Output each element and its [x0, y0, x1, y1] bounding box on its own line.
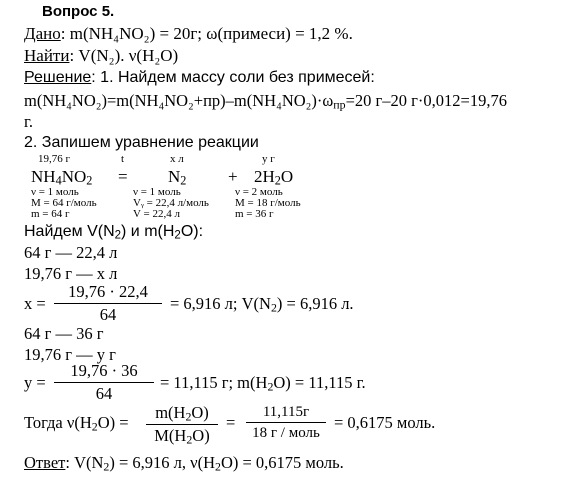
reaction-plus: + — [228, 167, 238, 186]
nu-fraction-formula — [146, 403, 218, 447]
nitrogen-molar-volume: Vᵧ = 22,4 л/моль — [133, 197, 209, 209]
solution-text: : 1. Найдем массу соли без примесей: — [91, 69, 375, 86]
nu-numerator: $m(H_2O)$ — [155, 403, 209, 424]
x-lhs: x = — [24, 294, 46, 313]
given-label: Дано — [24, 24, 61, 43]
reactant-formula: $NH_4NO_2$ — [31, 167, 93, 188]
answer-line — [24, 455, 344, 472]
reactant-nu: ν = 1 моль — [31, 186, 79, 198]
nitrogen-volume: V = 22,4 л — [133, 208, 180, 220]
water-params — [235, 187, 301, 220]
solution-label: Решение — [24, 69, 92, 86]
reactant-molar-mass: M = 64 г/моль — [31, 197, 97, 209]
water-mass: m = 36 г — [235, 208, 274, 220]
reactant-params — [31, 187, 97, 220]
nu-denominator: $M(H_2O)$ — [154, 425, 210, 447]
solution-line — [24, 70, 375, 86]
y-fraction — [54, 363, 154, 402]
mass-calculation-continued: г. — [24, 112, 34, 131]
nu-value-numerator: 11,115г — [262, 404, 310, 420]
answer-text: : $V(N_2) = 6,916$ л, $\nu(H_2O) = 0,6175$ моль. — [65, 453, 344, 474]
reaction-water-above: y г — [262, 153, 275, 165]
x-fraction — [54, 284, 162, 323]
nu-equals: = — [226, 413, 236, 432]
x-denominator: 64 — [99, 304, 117, 324]
y-result: = 11,115 г; $m(H_2O) = 11,115$ г. — [160, 373, 366, 394]
y-numerator: 19,76 · 36 — [70, 361, 138, 380]
reactant-mass: m = 64 г — [31, 208, 70, 220]
nu-value-bar — [246, 422, 326, 423]
x-fraction-bar — [54, 303, 162, 304]
x-numerator: 19,76 · 22,4 — [68, 282, 148, 301]
find-label: Найти — [24, 46, 70, 65]
product-nitrogen: $N_2$ — [168, 167, 187, 188]
find-line — [24, 47, 178, 64]
given-text: : m(NH₄NO₂) = 20г; ω(примеси) = 1,2 %. — [60, 24, 353, 43]
nu-lhs: Тогда $\nu(H_2O)$ = — [24, 413, 129, 434]
proportion1-line2: 19,76 г — x л — [24, 264, 118, 283]
impurity-subscript: пр — [333, 97, 346, 112]
nitrogen-nu: ν = 1 моль — [133, 186, 181, 198]
nu-fraction-values — [246, 405, 326, 441]
water-molar-mass: M = 18 г/моль — [235, 197, 301, 209]
reaction-equals: = — [118, 167, 128, 186]
nu-fraction-bar — [146, 424, 218, 425]
product-water: $2H_2O$ — [254, 167, 294, 188]
mass-calculation — [24, 93, 507, 110]
proportion2-line1: 64 г — 36 г — [24, 324, 104, 343]
reaction-volume-above: x л — [170, 153, 184, 165]
mass-result: =20 г–20 г·0,012=19,76 — [345, 91, 507, 110]
nitrogen-params — [133, 187, 209, 220]
reaction-mass-above: 19,76 г — [38, 153, 71, 165]
mass-expression: m(NH₄NO₂)=m(NH₄NO₂+пр)–m(NH₄NO₂)·ω — [24, 91, 334, 110]
x-result: = 6,916 л; $V(N_2) = 6,916$ л. — [170, 294, 354, 315]
find-values-line: Найдем $V(N_2)$ и $m(H_2O)$: — [24, 223, 204, 242]
answer-label: Ответ — [24, 453, 66, 472]
question-title: Вопрос 5. — [42, 3, 115, 20]
proportion1-line1: 64 г — 22,4 л — [24, 243, 118, 262]
proportion2-line2: 19,76 г — y г — [24, 345, 116, 364]
y-fraction-bar — [54, 382, 154, 383]
given-line — [24, 25, 353, 42]
y-lhs: y = — [24, 373, 46, 392]
y-denominator: 64 — [95, 383, 113, 403]
find-text: : V(N₂). ν(H₂O) — [69, 46, 179, 65]
nu-value-denominator: 18 г / моль — [252, 425, 320, 441]
water-nu: ν = 2 моль — [235, 186, 283, 198]
step2-heading: 2. Запишем уравнение реакции — [24, 134, 259, 151]
nu-result: = 0,6175 моль. — [334, 413, 436, 432]
reaction-heat-label: t — [121, 153, 125, 165]
